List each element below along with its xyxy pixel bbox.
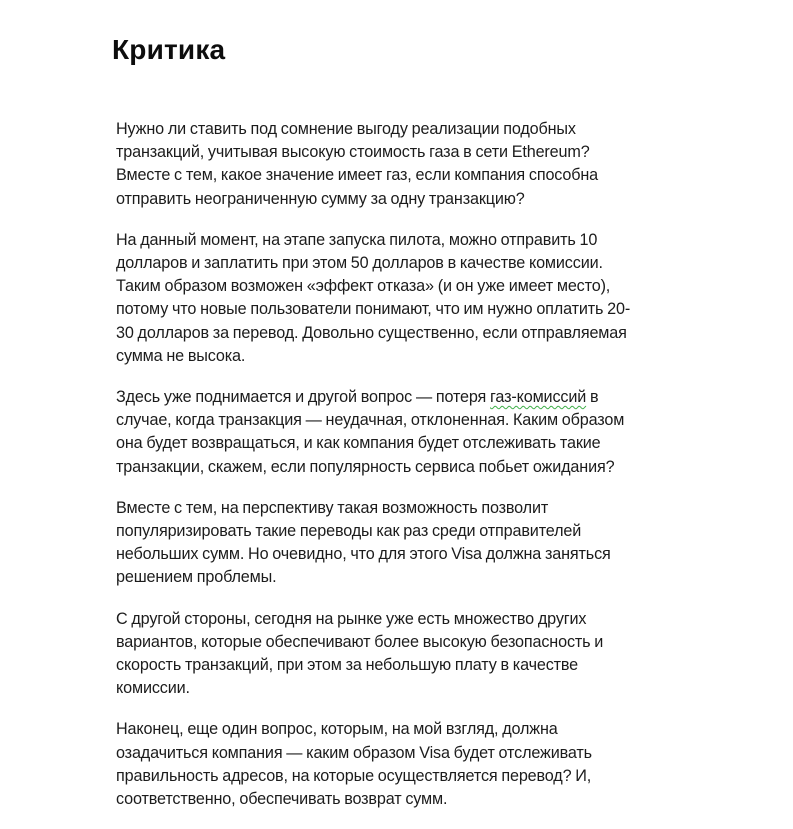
text-line [116, 386, 716, 409]
paragraph-1 [116, 118, 716, 211]
text-line: Таким образом возможен «эффект отказа» (и он уже имеет место), [116, 277, 611, 296]
section-title: Критика [112, 34, 226, 65]
text-line: транзакций, учитывая высокую стоимость газа в сети Ethereum? [116, 143, 590, 162]
text-line: На данный момент, на этапе запуска пилота, можно отправить 10 [116, 230, 598, 249]
paragraph-4 [116, 497, 716, 590]
text-line: транзакции, скажем, если популярность сервиса побьет ожидания? [116, 457, 615, 476]
text-fragment: Здесь уже поднимается и другой вопрос — потеря [116, 388, 491, 407]
text-line: комиссии. [116, 679, 190, 698]
text-line: 30 долларов за перевод. Довольно существенно, если отправляемая [116, 323, 627, 342]
text-line: она будет возвращаться, и как компания будет отслеживать такие [116, 434, 601, 453]
text-line: небольших сумм. Но очевидно, что для этого Visa должна заняться [116, 545, 611, 564]
paragraph-6 [116, 718, 716, 811]
text-line: С другой стороны, сегодня на рынке уже есть множество других [116, 609, 587, 628]
text-line: скорость транзакций, при этом за небольшую плату в качестве [116, 656, 579, 675]
spellcheck-marked-word[interactable]: газ-комиссий [490, 388, 587, 407]
text-line: вариантов, которые обеспечивают более высокую безопасность и [116, 632, 604, 651]
text-line: случае, когда транзакция — неудачная, отклоненная. Каким образом [116, 411, 625, 430]
text-line: популяризировать такие переводы как раз среди отправителей [116, 522, 582, 541]
text-line: озадачиться компания — каким образом Visa будет отслеживать [116, 743, 592, 762]
paragraph-5 [116, 608, 716, 701]
text-line: Наконец, еще один вопрос, которым, на мой взгляд, должна [116, 720, 558, 739]
text-line: отправить неограниченную сумму за одну транзакцию? [116, 189, 525, 208]
text-fragment: в [586, 388, 599, 407]
text-line: правильность адресов, на которые осуществляется перевод? И, [116, 766, 592, 785]
document-body [116, 118, 716, 829]
text-line: сумма не высока. [116, 346, 246, 365]
text-line: потому что новые пользователи понимают, что им нужно оплатить 20- [116, 300, 631, 319]
paragraph-3 [116, 386, 716, 479]
text-line: решением проблемы. [116, 568, 277, 587]
text-line: долларов и заплатить при этом 50 долларов в качестве комиссии. [116, 254, 603, 273]
text-line: Вместе с тем, какое значение имеет газ, если компания способна [116, 166, 599, 185]
text-line: Вместе с тем, на перспективу такая возможность позволит [116, 498, 549, 517]
text-line: соответственно, обеспечивать возврат сумм. [116, 790, 448, 809]
paragraph-2 [116, 229, 716, 368]
text-line: Нужно ли ставить под сомнение выгоду реализации подобных [116, 120, 576, 138]
